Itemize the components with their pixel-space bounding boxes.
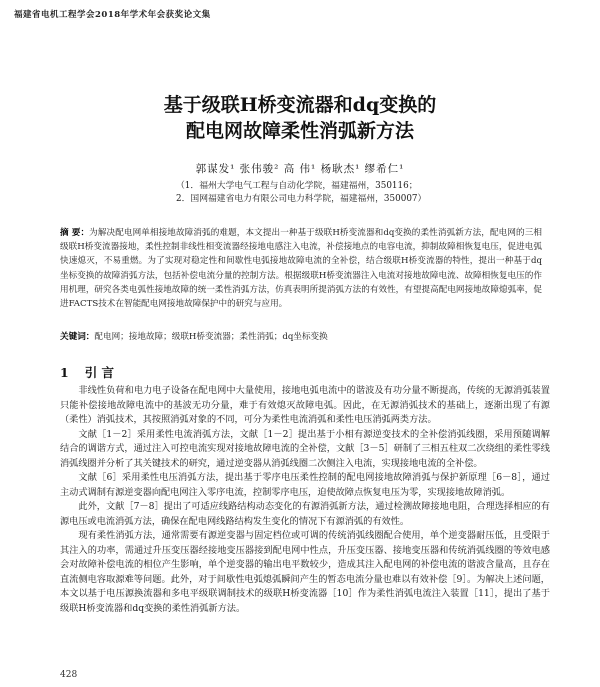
abstract (60, 226, 542, 311)
affiliation-2: 2．国网福建省电力有限公司电力科学院，福建福州，350007） (176, 194, 427, 204)
running-header: 福建省电机工程学会2018年学术年会获奖论文集 (14, 10, 211, 20)
affiliation-1: （1．福州大学电气工程与自动化学院，福建福州，350116； (176, 181, 418, 191)
section-title: 引 言 (84, 365, 115, 380)
keywords-text: 配电网；接地故障；级联H桥变流器；柔性消弧；dq坐标变换 (94, 332, 328, 342)
keywords-label: 关键词： (60, 332, 95, 342)
section-heading (60, 363, 114, 381)
paragraph: 现有柔性消弧方法，通常需要有源逆变器与固定档位或可调的传统消弧线圈配合使用，单个逆变器耐压低，且受限于其注入的功率，需通过升压变压器经接地变压器接到配电网中性点，升压变压器、接地变压器和传统消弧线圈的等效电感会对故障补偿电流的相位产生影响，单个逆变器的输出电平数较少，造成其注入配电网的补偿电流的谐波含量高，且存在直流侧电容取源难等问题。此外，对于间歇性电弧熄弧瞬间产生的暂态电流分量也难以有效补偿［9］。为解决上述问题，本文以基于电压源换流器和多电平级联调制技术的级联H桥变流器［10］作为柔性消弧电流注入装置［11］，提出了基于级联H桥变流器和dq变换的柔性消弧新方法。 (60, 530, 550, 614)
affiliations (176, 180, 506, 206)
abstract-text: 为解决配电网单相接地故障消弧的难题，本文提出一种基于级联H桥变流器和dq变换的柔性消弧新方法，配电网的三相级联H桥变流器接地，柔性控制非线性相变流器经接地电感注入电流，补偿接地点的电容电流，抑制故障相恢复电压，促进电弧快速熄灭，不易重燃。为了实现对稳定性和间歇性电弧接地故障电流的全补偿，结合级联H桥变流器的特性，提出一种基于dq坐标变换的故障消弧方法，包括补偿电流分量的控制方法。根据级联H桥变流器注入电流对接地故障电流、故障相恢复电压的作用机理，研究各类电弧性接地故障的统一柔性消弧方法，仿真表明所提消弧方法的有效性，有望提高配电网接地故障熄弧率，促进FACTS技术在智能配电网接地故障保护中的研究与应用。 (60, 228, 542, 310)
paragraph: 非线性负荷和电力电子设备在配电网中大量使用，接地电弧电流中的谐波及有功分量不断提高，传统的无源消弧装置只能补偿接地故障电流中的基波无功分量，难于有效熄灭故障电弧。因此，在无源消弧技术的基础上，逐渐出现了有源（柔性）消弧技术，其按照消弧对象的不同，可分为柔性电流消弧和柔性电压消弧两类方法。 (60, 385, 550, 425)
paragraph: 文献［6］采用柔性电压消弧方法，提出基于零序电压柔性控制的配电网接地故障消弧与保护新原理［6－8］，通过主动式调制有源逆变器向配电网注入零序电流，控制零序电压，迫使故障点恢复电压为零，实现接地故障消弧。 (60, 472, 550, 498)
paragraph: 文献［1－2］采用柔性电流消弧方法，文献［1－2］提出基于小相有源逆变技术的全补偿消弧线圈，采用预随调解结合的调谐方式，通过注入可控电流实现对接地故障电流的全补偿，文献［3－5］研制了三相五柱双二次绕组的柔性零线消弧线圈并分析了其关键技术的研究，通过逆变器从消弧线圈二次侧注入电流，实现接地电流的全补偿。 (60, 428, 550, 469)
author-list: 郭谋发¹ 张伟骏² 高 伟¹ 杨耿杰¹ 缪希仁¹ (195, 163, 405, 175)
section-number: 1 (60, 365, 69, 380)
body-text (60, 384, 550, 616)
paper-title (0, 92, 600, 144)
paragraph: 此外，文献［7－8］提出了可适应线路结构动态变化的有源消弧新方法，通过检测故障接地电阻，合理选择相应的有源电压或电流消弧方法，确保在配电网线路结构发生变化的情况下有源消弧的有效性。 (60, 501, 550, 527)
keywords (60, 331, 542, 344)
abstract-label: 摘 要： (60, 228, 90, 238)
title-line-1: 基于级联H桥变流器和dq变换的 (163, 94, 437, 116)
page-number: 428 (60, 670, 78, 680)
title-line-2: 配电网故障柔性消弧新方法 (185, 120, 414, 142)
